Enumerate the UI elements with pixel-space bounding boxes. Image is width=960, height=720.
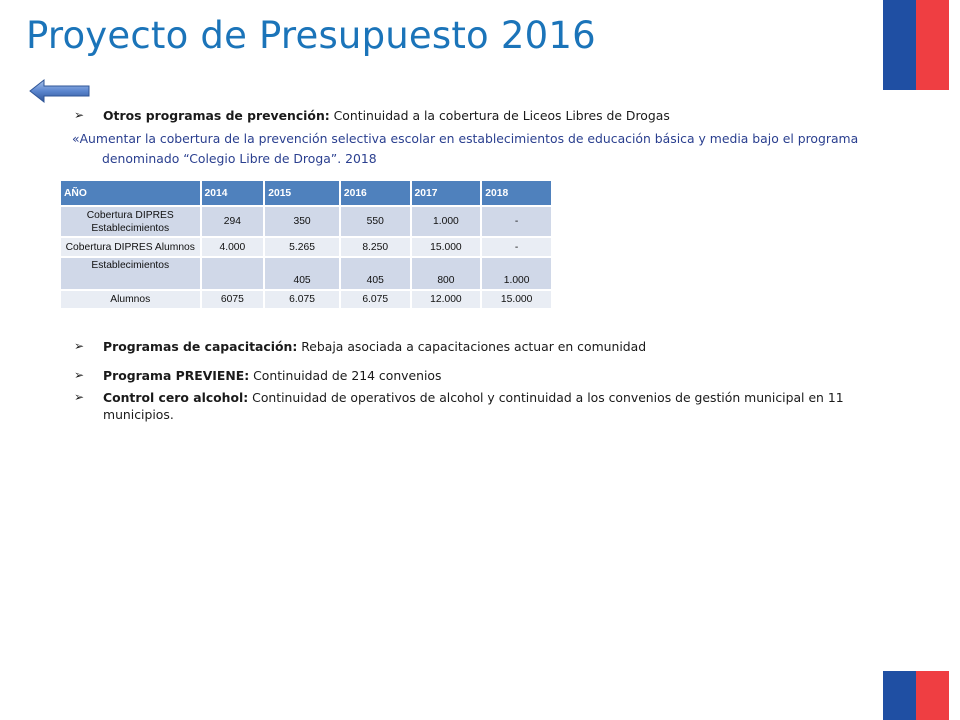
bullet-label: Control cero alcohol:: [103, 390, 249, 405]
bullet-otros-programas: [74, 107, 894, 124]
bullet-text: [74, 367, 894, 384]
arrow-bullet-icon: ➢: [74, 108, 85, 122]
quote-line-1: «Aumentar la cobertura de la prevención selectiva escolar en establecimientos de educación básica y media bajo el programa: [72, 131, 859, 146]
bullet-control-cero-alcohol: [74, 389, 874, 423]
bullet-programas-capacitacion: [74, 338, 894, 355]
bullet-body: Continuidad de 214 convenios: [249, 368, 442, 383]
flag-red-stripe: [916, 671, 949, 720]
table-cell: 1.000: [411, 206, 482, 237]
bullet-text: [74, 107, 894, 124]
table-row: [60, 237, 552, 257]
row-label: Establecimientos: [60, 257, 201, 290]
table-cell: -: [481, 237, 552, 257]
bullet-text: [74, 389, 874, 423]
row-label: Alumnos: [60, 290, 201, 309]
table-cell: [201, 257, 265, 290]
arrow-bullet-icon: ➢: [74, 339, 85, 353]
table-cell: -: [481, 206, 552, 237]
bullet-label: Programa PREVIENE:: [103, 368, 250, 383]
table-cell: 1.000: [481, 257, 552, 290]
table-cell: 15.000: [481, 290, 552, 309]
table-header-cell: 2015: [264, 180, 340, 206]
table-cell: 6.075: [340, 290, 411, 309]
table-cell: 800: [411, 257, 482, 290]
flag-decoration-top: [883, 0, 949, 90]
back-arrow-icon[interactable]: [28, 78, 92, 104]
table-header-cell: 2016: [340, 180, 411, 206]
bullet-text: [74, 338, 894, 355]
flag-blue-stripe: [883, 0, 916, 90]
flag-decoration-bottom: [883, 671, 949, 720]
table-header-cell: 2014: [201, 180, 265, 206]
table-cell: 15.000: [411, 237, 482, 257]
table-row: [60, 290, 552, 309]
bullet-label: Otros programas de prevención:: [103, 108, 330, 123]
table-cell: 6.075: [264, 290, 340, 309]
bullet-programa-previene: [74, 367, 894, 384]
arrow-bullet-icon: ➢: [74, 368, 85, 382]
table-header-cell: 2017: [411, 180, 482, 206]
quote-line-2: denominado “Colegio Libre de Droga”. 2018: [102, 151, 377, 166]
table-cell: 4.000: [201, 237, 265, 257]
slide-title: Proyecto de Presupuesto 2016: [26, 14, 596, 57]
flag-red-stripe: [916, 0, 949, 90]
flag-blue-stripe: [883, 671, 916, 720]
table-row: [60, 257, 552, 290]
table-row: [60, 206, 552, 237]
table-cell: 405: [340, 257, 411, 290]
bullet-label: Programas de capacitación:: [103, 339, 298, 354]
table-cell: 8.250: [340, 237, 411, 257]
table-cell: 294: [201, 206, 265, 237]
row-label: Cobertura DIPRES Establecimientos: [60, 206, 201, 237]
table-header-row: [60, 180, 552, 206]
quote-paragraph: [72, 129, 892, 169]
table-header-cell: 2018: [481, 180, 552, 206]
table-cell: 550: [340, 206, 411, 237]
coverage-table: [59, 179, 553, 310]
table-header-cell: AÑO: [60, 180, 201, 206]
table-cell: 5.265: [264, 237, 340, 257]
arrow-bullet-icon: ➢: [74, 390, 85, 404]
bullet-body: Continuidad de operativos de alcohol y continuidad a los convenios de gestión municipal en 11 municipios.: [103, 390, 844, 422]
table-cell: 405: [264, 257, 340, 290]
table-cell: 350: [264, 206, 340, 237]
table-cell: 6075: [201, 290, 265, 309]
row-label: Cobertura DIPRES Alumnos: [60, 237, 201, 257]
bullet-body: Rebaja asociada a capacitaciones actuar en comunidad: [297, 339, 647, 354]
table-cell: 12.000: [411, 290, 482, 309]
bullet-body: Continuidad a la cobertura de Liceos Libres de Drogas: [329, 108, 670, 123]
